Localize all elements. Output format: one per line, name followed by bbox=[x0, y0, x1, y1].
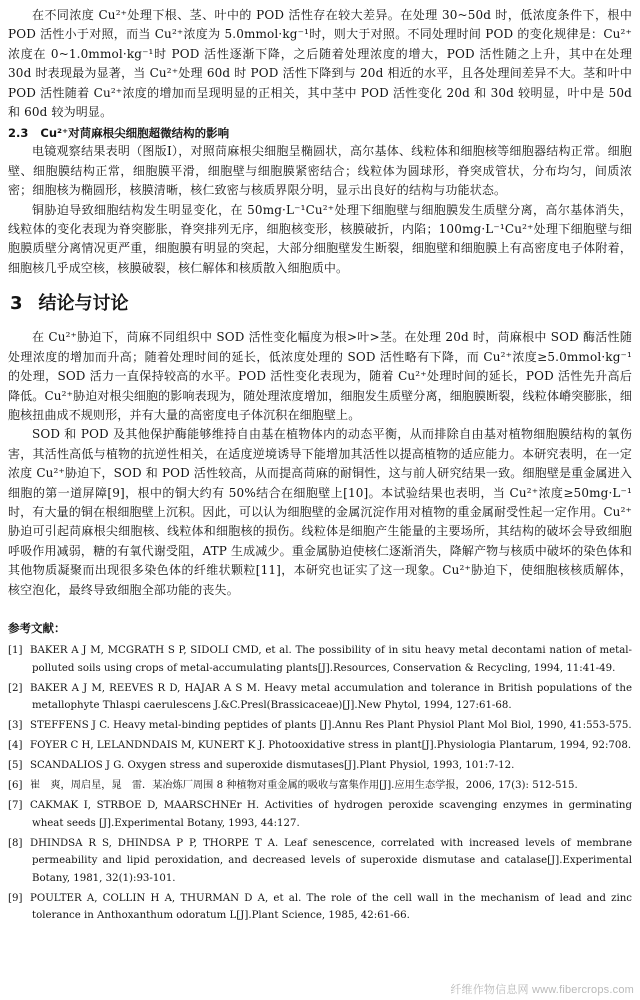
reference-item bbox=[8, 757, 632, 775]
paper-page bbox=[8, 6, 632, 927]
reference-text: STEFFENS J C. Heavy metal-binding peptides of plants [J].Annu Res Plant Physiol Plant Mol Biol, 1990, 41:553-575. bbox=[30, 720, 632, 732]
reference-text: SCANDALIOS J G. Oxygen stress and superoxide dismutases[J].Plant Physiol, 1993, 101:7-12. bbox=[30, 760, 515, 772]
conclusion-paragraph-2: SOD 和 POD 及其他保护酶能够维持自由基在植物体内的动态平衡，从而排除自由基对植物细胞膜结构的氧伤害，其活性高低与植物的抗逆性相关，在适度逆境诱导下能增加其活性以提高植物的适应能力。本研究表明，在一定浓度 Cu²⁺胁迫下，SOD 和 POD 活性较高，从而提高苘麻的耐铜性，这与前人研究结果一致。细胞壁是重金属进入细胞的第一道屏障[9]，根中的铜大约有 50%结合在细胞壁上[10]。本试验结果也表明，当 Cu²⁺浓度≥50mg·L⁻¹时，有大量的铜在根细胞壁上沉积。因此，可以认为细胞壁的金属沉淀作用对植物的重金属耐受性起一定作用。Cu²⁺胁迫可引起苘麻根尖细胞核、线粒体和细胞核的损伤。线粒体是细胞产生能量的主要场所，其结构的破坏会导致细胞呼吸作用减弱，糖的有氧代谢受阻，ATP 生成减少。重金属胁迫使核仁逐渐消失，降解产物与核质中破坏的染色体和其他物质凝聚而出现很多染色体的纤维状颗粒[11]，本研究也证实了这一现象。Cu²⁺胁迫下，使细胞核核质解体，核空泡化，最终导致细胞全部功能的丧失。 bbox=[8, 427, 633, 597]
ultrastructure-control-paragraph: 电镜观察结果表明（图版Ⅰ），对照苘麻根尖细胞呈椭圆状，高尔基体、线粒体和细胞核等细胞器结构正常。细胞壁、细胞膜结构正常，细胞膜平滑，细胞壁与细胞膜紧密结合；线粒体为圆球形，脊突成管状，分布均匀，间质浓密；细胞核为椭圆形，核膜清晰，核仁致密与核质界限分明，显示出良好的结构与功能状态。 bbox=[8, 144, 632, 198]
conclusion-paragraph-1: 在 Cu²⁺胁迫下，苘麻不同组织中 SOD 活性变化幅度为根>叶>茎。在处理 20d 时，苘麻根中 SOD 酶活性随处理浓度的增加而升高；随着处理时间的延长，低浓度处理的 SOD 活性略有下降，而 Cu²⁺浓度≥5.0mmol·kg⁻¹的处理，SOD 活力一直保持较高的水平。POD 活性变化表现为，随着 Cu²⁺处理时间的延长，POD 活性先升高后降低。Cu²⁺胁迫对根尖细胞的影响表现为，随处理浓度增加，细胞发生质壁分离，细胞膜断裂，线粒体嵴突膨胀，细胞核扭曲成不规则形，并有大量的高密度电子体沉积在细胞壁上。 bbox=[8, 330, 633, 422]
reference-number: [6] bbox=[8, 780, 23, 792]
reference-number: [1] bbox=[8, 644, 23, 656]
reference-text: BAKER A J M, MCGRATH S P, SIDOLI CMD, et al. The possibility of in situ heavy metal decontami nation of metal-polluted soils using crops of metal-accumulating plants[J].Resources, Conservation & Recycling, 1994, 11:41-49. bbox=[30, 644, 632, 674]
reference-text: DHINDSA R S, DHINDSA P P, THORPE T A. Leaf senescence, correlated with increased levels of membrane permeability and lipid peroxidation, and decreased levels of superoxide dismutase and catalase[J].Experimental Botany, 1981, 32(1):93-101. bbox=[30, 837, 632, 884]
reference-number: [8] bbox=[8, 837, 23, 849]
reference-number: [5] bbox=[8, 760, 23, 772]
section-title: 结论与讨论 bbox=[38, 293, 129, 315]
site-watermark: 纤维作物信息网 www.fibercrops.com bbox=[450, 984, 634, 996]
subsection-title: Cu²⁺对苘麻根尖细胞超微结构的影响 bbox=[40, 126, 230, 141]
references-title: 参考文献： bbox=[8, 620, 66, 635]
reference-item bbox=[8, 642, 632, 677]
reference-text: FOYER C H, LELANDNDAIS M, KUNERT K J. Photooxidative stress in plant[J].Physiologia Plantarum, 1994, 92:708. bbox=[30, 740, 632, 752]
reference-text: POULTER A, COLLIN H A, THURMAN D A, et al. The role of the cell wall in the mechanism of lead and zinc tolerance in Anthoxanthum odoratum L[J].Plant Science, 1985, 42:61-66. bbox=[30, 892, 632, 922]
reference-text: CAKMAK I, STRBOE D, MAARSCHNEr H. Activities of hydrogen peroxide scavenging enzymes in germinating wheat seeds [J].Experimental Botany, 1993, 44:127. bbox=[30, 800, 632, 829]
reference-text: BAKER A J M, REEVES R D, HAJAR A S M. Heavy metal accumulation and tolerance in British populations of the metallophyte Thlaspi caerulescens J.&C.Presl(Brassicaceae)[J].New Phytol, 1994, 127:61-68. bbox=[30, 682, 632, 712]
reference-number: [4] bbox=[8, 740, 23, 752]
pod-activity-paragraph: 在不同浓度 Cu²⁺处理下根、茎、叶中的 POD 活性存在较大差异。在处理 30~50d 时，低浓度条件下，根中 POD 活性小于对照，而当 Cu²⁺浓度为 5.0mmol·kg⁻¹时，则大于对照。不同处理时间 POD 的变化规律是：Cu²⁺浓度在 0~1.0mmol·kg⁻¹时 POD 活性逐渐下降，之后随着处理浓度的增大，POD 活性随之上升，其中在处理 30d 时表现最为显著，当 Cu²⁺处理 60d 时 POD 活性下降到与 20d 相近的水平，且各处理间差异不大。茎和叶中 POD 活性随着 Cu²⁺浓度的增加而呈现明显的正相关，其中茎中 POD 活性变化 20d 和 30d 较明显，叶中是 50d 和 60d 较为明显。 bbox=[8, 8, 632, 120]
section-3-heading bbox=[10, 292, 632, 316]
ultrastructure-copper-paragraph: 铜胁迫导致细胞结构发生明显变化，在 50mg·L⁻¹Cu²⁺处理下细胞壁与细胞膜发生质壁分离，高尔基体消失，线粒体的变化表现为脊突膨胀，脊突排列无序，细胞核变形，核膜破折，内陷；100mg·L⁻¹Cu²⁺处理下细胞壁与细胞膜质壁分离情况更严重，细胞膜有明显的突起，大部分细胞壁发生断裂，细胞壁和细胞膜上有高密度电子体附着，细胞核几乎成空核，核膜破裂，核仁解体和核质散入细胞质中。 bbox=[8, 202, 632, 275]
subsection-2-3-heading bbox=[8, 124, 632, 142]
section-number: 3 bbox=[10, 293, 23, 315]
reference-item bbox=[8, 890, 632, 925]
reference-text: 崔 爽，周启星，晁 雷．某冶炼厂周围 8 种植物对重金属的吸收与富集作用[J].应用生态学报，2006, 17(3): 512-515. bbox=[30, 780, 578, 792]
reference-item bbox=[8, 797, 632, 832]
reference-item bbox=[8, 777, 632, 795]
reference-number: [7] bbox=[8, 800, 23, 812]
reference-item bbox=[8, 680, 632, 715]
reference-number: [9] bbox=[8, 892, 23, 904]
reference-number: [3] bbox=[8, 720, 23, 732]
reference-number: [2] bbox=[8, 682, 23, 694]
reference-item bbox=[8, 737, 632, 755]
reference-item bbox=[8, 717, 632, 735]
reference-list bbox=[8, 642, 632, 925]
reference-item bbox=[8, 835, 632, 888]
subsection-number: 2.3 bbox=[8, 126, 29, 141]
